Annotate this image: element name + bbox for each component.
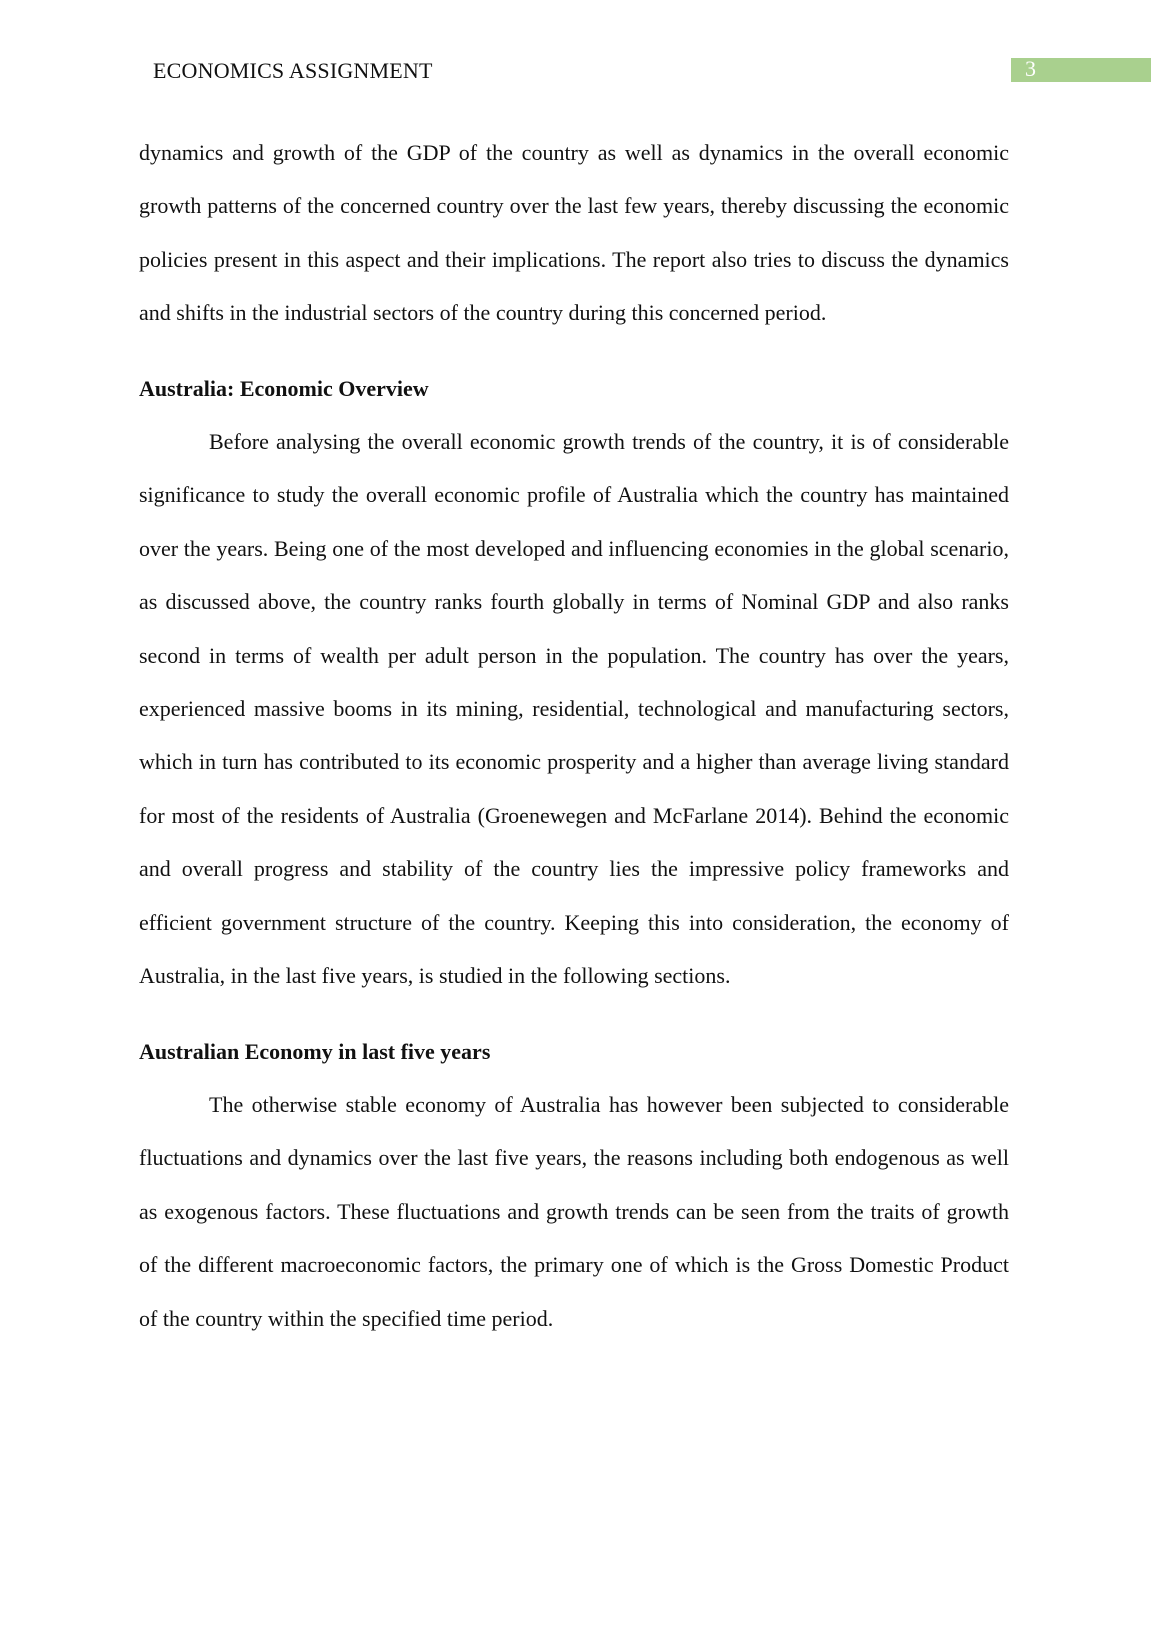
intro-paragraph: dynamics and growth of the GDP of the country as well as dynamics in the overall economic growth patterns of the concerned country over the last few years, thereby discussing the economic policies present in this aspect and their implications. The report also tries to discuss the dynamics and shifts in the industrial sectors of the country during this concerned period. <box>139 140 1009 326</box>
page-header <box>0 56 1158 86</box>
header-title: ECONOMICS ASSIGNMENT <box>153 58 433 83</box>
page-number-box <box>1011 58 1151 82</box>
economic-overview-paragraph: Before analysing the overall economic growth trends of the country, it is of considerable significance to study the overall economic profile of Australia which the country has maintained over the years. Being one of the most developed and influencing economies in the global scenario, as discussed above, the country ranks fourth globally in terms of Nominal GDP and also ranks second in terms of wealth per adult person in the population. The country has over the years, experienced massive booms in its mining, residential, technological and manufacturing sectors, which in turn has contributed to its economic prosperity and a higher than average living standard for most of the residents of Australia (Groenewegen and McFarlane 2014). Behind the economic and overall progress and stability of the country lies the impressive policy frameworks and efficient government structure of the country. Keeping this into consideration, the economy of Australia, in the last five years, is studied in the following sections. <box>139 429 1009 989</box>
section-heading-economic-overview: Australia: Economic Overview <box>139 375 429 401</box>
document-body <box>139 126 1009 1345</box>
section-heading-last-five-years: Australian Economy in last five years <box>139 1038 491 1064</box>
page-number: 3 <box>1025 56 1036 81</box>
last-five-years-paragraph: The otherwise stable economy of Australia has however been subjected to considerable fluctuations and dynamics over the last five years, the reasons including both endogenous as well as exogenous factors. These fluctuations and growth trends can be seen from the traits of growth of the different macroeconomic factors, the primary one of which is the Gross Domestic Product of the country within the specified time period. <box>139 1091 1009 1331</box>
